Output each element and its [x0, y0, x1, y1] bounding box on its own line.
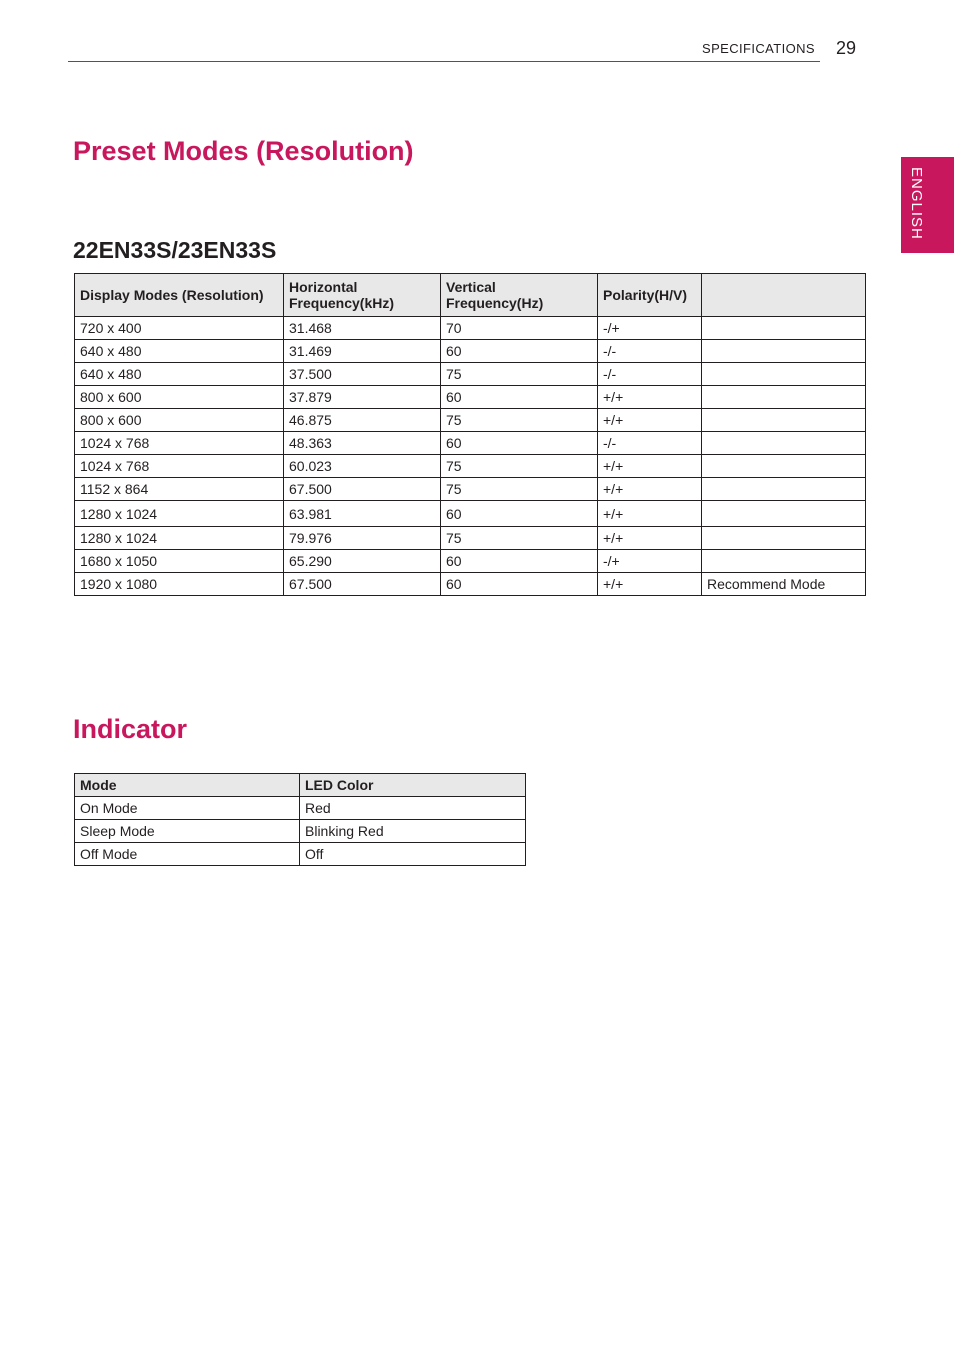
table-cell: 75	[441, 409, 598, 432]
table-row	[75, 340, 866, 363]
table-cell: 31.468	[284, 317, 441, 340]
column-header: Horizontal Frequency(kHz)	[284, 274, 441, 317]
table-cell: +/+	[598, 386, 702, 409]
table-row	[75, 363, 866, 386]
table-cell: Red	[300, 797, 526, 820]
table-cell: Blinking Red	[300, 820, 526, 843]
running-header-section: SPECIFICATIONS	[702, 41, 815, 56]
table-cell	[702, 501, 866, 527]
table-cell: 37.500	[284, 363, 441, 386]
language-tab	[901, 157, 954, 253]
indicator-table	[74, 773, 526, 866]
table-cell: 720 x 400	[75, 317, 284, 340]
table-cell: 75	[441, 455, 598, 478]
table-row	[75, 501, 866, 527]
preset-modes-title: Preset Modes (Resolution)	[73, 136, 414, 166]
table-cell: 70	[441, 317, 598, 340]
table-cell: 1152 x 864	[75, 478, 284, 501]
table-cell: 60	[441, 550, 598, 573]
column-header: Vertical Frequency(Hz)	[441, 274, 598, 317]
table-cell	[702, 455, 866, 478]
table-cell	[702, 317, 866, 340]
column-header	[702, 274, 866, 317]
preset-modes-table	[74, 273, 866, 596]
table-cell: 75	[441, 527, 598, 550]
table-header-row	[75, 774, 526, 797]
table-cell: 60	[441, 386, 598, 409]
table-cell: 800 x 600	[75, 409, 284, 432]
language-tab-label: ENGLISH	[908, 167, 925, 240]
table-cell: -/-	[598, 363, 702, 386]
column-header: Polarity(H/V)	[598, 274, 702, 317]
header-divider	[68, 61, 820, 62]
table-cell: 640 x 480	[75, 363, 284, 386]
table-cell: 1280 x 1024	[75, 501, 284, 527]
table-cell	[702, 478, 866, 501]
table-row	[75, 478, 866, 501]
table-row	[75, 843, 526, 866]
table-cell	[702, 527, 866, 550]
table-cell	[702, 409, 866, 432]
table-row	[75, 432, 866, 455]
table-row	[75, 820, 526, 843]
table-cell: -/+	[598, 550, 702, 573]
model-title: 22EN33S/23EN33S	[73, 237, 277, 263]
table-cell	[702, 363, 866, 386]
table-cell: 60	[441, 432, 598, 455]
table-cell	[702, 432, 866, 455]
table-cell: 67.500	[284, 478, 441, 501]
table-cell: +/+	[598, 573, 702, 596]
table-cell: 60	[441, 573, 598, 596]
table-cell	[702, 340, 866, 363]
table-row	[75, 409, 866, 432]
table-cell: -/-	[598, 340, 702, 363]
table-cell: 640 x 480	[75, 340, 284, 363]
table-cell: Recommend Mode	[702, 573, 866, 596]
column-header: Display Modes (Resolution)	[75, 274, 284, 317]
column-header: LED Color	[300, 774, 526, 797]
table-row	[75, 797, 526, 820]
table-cell: 60	[441, 340, 598, 363]
table-row	[75, 455, 866, 478]
table-cell: 1280 x 1024	[75, 527, 284, 550]
table-header-row	[75, 274, 866, 317]
table-row	[75, 317, 866, 340]
table-cell: +/+	[598, 409, 702, 432]
table-cell: 46.875	[284, 409, 441, 432]
table-cell: 60	[441, 501, 598, 527]
table-row	[75, 573, 866, 596]
table-row	[75, 527, 866, 550]
table-cell: 63.981	[284, 501, 441, 527]
table-cell: -/+	[598, 317, 702, 340]
table-cell: On Mode	[75, 797, 300, 820]
table-cell: Off	[300, 843, 526, 866]
table-cell: 37.879	[284, 386, 441, 409]
table-cell: 31.469	[284, 340, 441, 363]
table-cell: Sleep Mode	[75, 820, 300, 843]
indicator-title: Indicator	[73, 714, 188, 744]
table-cell	[702, 550, 866, 573]
table-cell: +/+	[598, 527, 702, 550]
table-cell: 1024 x 768	[75, 432, 284, 455]
table-cell: 800 x 600	[75, 386, 284, 409]
table-row	[75, 550, 866, 573]
table-cell: 48.363	[284, 432, 441, 455]
table-cell: -/-	[598, 432, 702, 455]
table-cell: +/+	[598, 501, 702, 527]
table-cell: 60.023	[284, 455, 441, 478]
table-cell: 1680 x 1050	[75, 550, 284, 573]
table-cell: +/+	[598, 455, 702, 478]
table-cell: 1024 x 768	[75, 455, 284, 478]
table-cell: +/+	[598, 478, 702, 501]
table-cell: Off Mode	[75, 843, 300, 866]
table-cell: 1920 x 1080	[75, 573, 284, 596]
table-cell: 67.500	[284, 573, 441, 596]
table-cell: 65.290	[284, 550, 441, 573]
table-cell	[702, 386, 866, 409]
page-number: 29	[836, 38, 857, 58]
table-cell: 79.976	[284, 527, 441, 550]
column-header: Mode	[75, 774, 300, 797]
table-cell: 75	[441, 478, 598, 501]
table-row	[75, 386, 866, 409]
table-cell: 75	[441, 363, 598, 386]
